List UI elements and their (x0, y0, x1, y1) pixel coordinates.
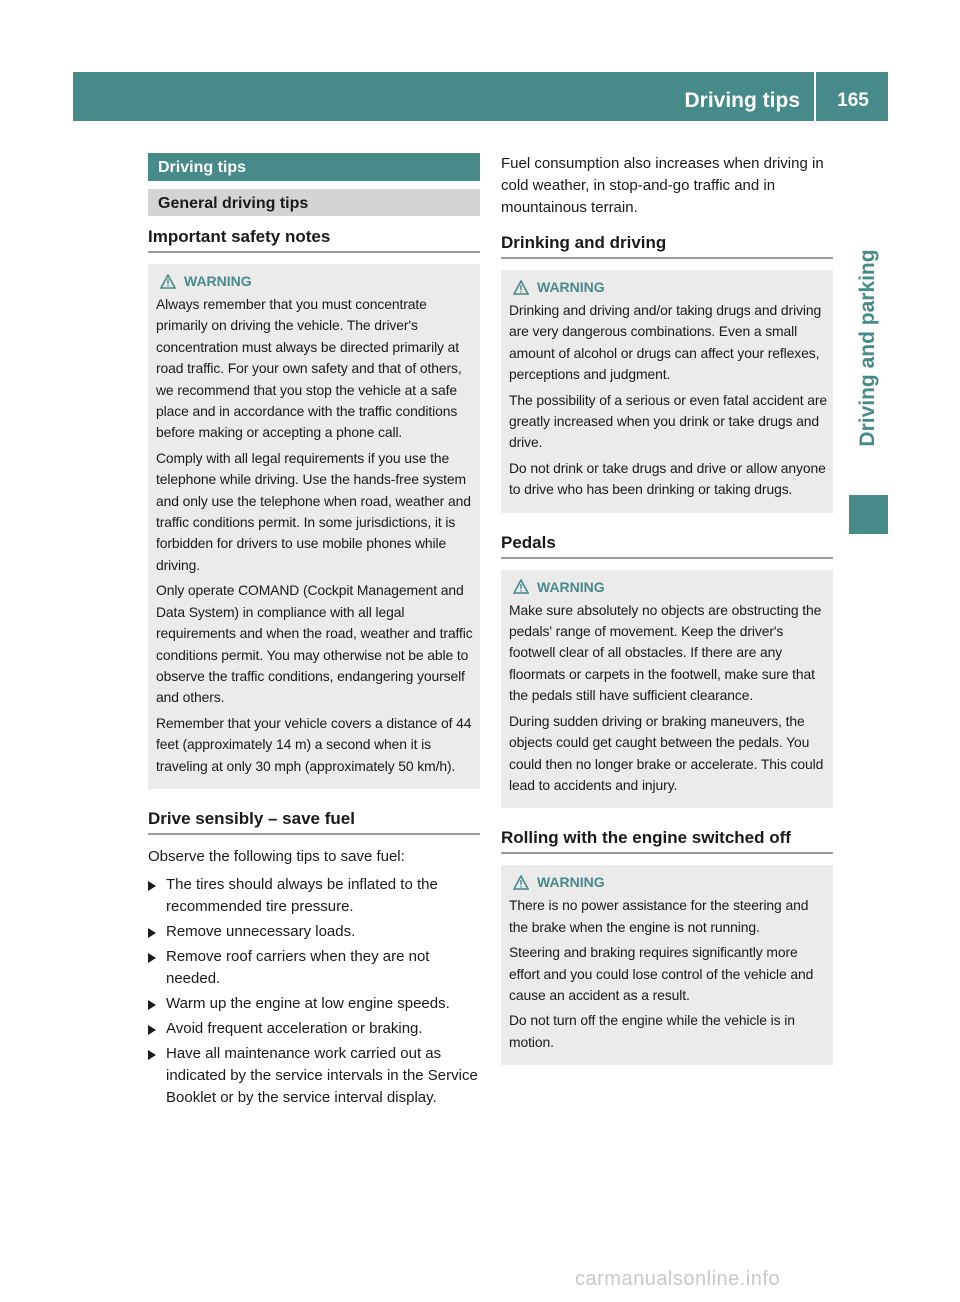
warning-triangle-icon (513, 579, 529, 594)
heading-drive-sensibly: Drive sensibly – save fuel (148, 809, 480, 835)
list-item: Remove roof carriers when they are not needed. (148, 946, 480, 990)
tips-list (148, 874, 480, 1109)
tips-intro: Observe the following tips to save fuel: (148, 847, 405, 865)
warning-label: WARNING (184, 273, 252, 289)
warning-triangle-icon (513, 875, 529, 890)
warning-paragraph: Steering and braking requires significantly more effort and you could lose control of the vehicle and cause an accident as a result. (509, 944, 814, 1003)
warning-title (156, 271, 474, 291)
warning-triangle-icon (160, 274, 176, 289)
warning-paragraph: Always remember that you must concentrate primarily on driving the vehicle. The driver's concentration must always be directed primarily at road traffic. For your own safety and that of others, we recommend that you stop the vehicle at a safe place and in accordance with the traffic conditions before making or accepting a phone call. (156, 296, 462, 441)
fuel-consumption-text: Fuel consumption also increases when driving in cold weather, in stop-and-go traffic and in mountainous terrain. (501, 155, 824, 216)
warning-label: WARNING (537, 874, 605, 891)
heading-rolling-engine-off: Rolling with the engine switched off (501, 828, 833, 854)
warning-paragraph: Comply with all legal requirements if you use the telephone while driving. Use the hands-free system and only use the telephone when road, weather and traffic conditions permit. In some jurisdictions, it is forbidden for drivers to use mobile phones while driving. (156, 449, 471, 573)
warning-title (509, 577, 827, 597)
warning-paragraph: Remember that your vehicle covers a distance of 44 feet (approximately 14 m) a second when it is traveling at only 30 mph (approximately 50 km/h). (156, 714, 472, 774)
list-item: Remove unnecessary loads. (148, 921, 480, 943)
list-item: The tires should always be inflated to the recommended tire pressure. (148, 874, 480, 918)
left-column (148, 153, 480, 1112)
warning-paragraph: Do not turn off the engine while the vehicle is in motion. (509, 1012, 795, 1050)
warning-title (509, 277, 827, 297)
warning-paragraph: During sudden driving or braking maneuvers, the objects could get caught between the pedals. You could then no longer brake or accelerate. This could lead to accidents and injury. (509, 712, 824, 793)
warning-box-rolling (501, 865, 833, 1065)
warning-box-safety (148, 264, 480, 789)
header-title: Driving tips (684, 72, 816, 121)
warning-paragraph: Do not drink or take drugs and drive or allow anyone to drive who has been drinking or taking drugs. (509, 459, 826, 498)
list-item: Have all maintenance work carried out as indicated by the service intervals in the Service Booklet or by the service interval display. (148, 1043, 480, 1109)
warning-paragraph: Drinking and driving and/or taking drugs and driving are very dangerous combinations. Even a small amount of alcohol or drugs can affect your reflexes, perceptions and judgment. (509, 302, 822, 383)
list-item: Avoid frequent acceleration or braking. (148, 1018, 480, 1040)
bullet-arrow-icon (148, 1050, 156, 1060)
heading-important-safety-notes: Important safety notes (148, 227, 480, 253)
bullet-arrow-icon (148, 1025, 156, 1035)
warning-paragraph: Only operate COMAND (Cockpit Management and Data System) in compliance with all legal requirements and when the road, weather and traffic conditions permit. You may otherwise not be able to observe the traffic conditions, endangering yourself and others. (156, 582, 473, 706)
warning-label: WARNING (537, 578, 605, 595)
warning-box-pedals (501, 570, 833, 809)
warning-box-drinking (501, 270, 833, 513)
side-tab (849, 130, 888, 490)
section-title: Driving tips (148, 153, 480, 181)
side-tab-label: Driving and parking (856, 249, 879, 447)
heading-pedals: Pedals (501, 533, 833, 559)
warning-paragraph: Make sure absolutely no objects are obstructing the pedals' range of movement. Keep the driver's footwell clear of all obstacles. If there are any floormats or carpets in the footwell, make sure that the pedals still have sufficient clearance. (509, 601, 822, 704)
bullet-arrow-icon (148, 1000, 156, 1010)
bullet-arrow-icon (148, 881, 156, 891)
list-item: Warm up the engine at low engine speeds. (148, 993, 480, 1015)
subsection-title: General driving tips (148, 189, 480, 216)
watermark: carmanualsonline.info (575, 1268, 781, 1290)
right-column (501, 153, 833, 1085)
warning-label: WARNING (537, 279, 605, 295)
bullet-arrow-icon (148, 928, 156, 938)
warning-paragraph: There is no power assistance for the steering and the brake when the engine is not running. (509, 897, 809, 935)
bullet-arrow-icon (148, 953, 156, 963)
warning-triangle-icon (513, 280, 529, 295)
warning-paragraph: The possibility of a serious or even fatal accident are greatly increased when you drink or take drugs and drive. (509, 391, 828, 451)
heading-drinking-and-driving: Drinking and driving (501, 233, 833, 259)
warning-title (509, 872, 827, 892)
page-header (73, 72, 888, 121)
page-number: 165 (837, 90, 869, 111)
side-tab-marker (849, 495, 888, 534)
